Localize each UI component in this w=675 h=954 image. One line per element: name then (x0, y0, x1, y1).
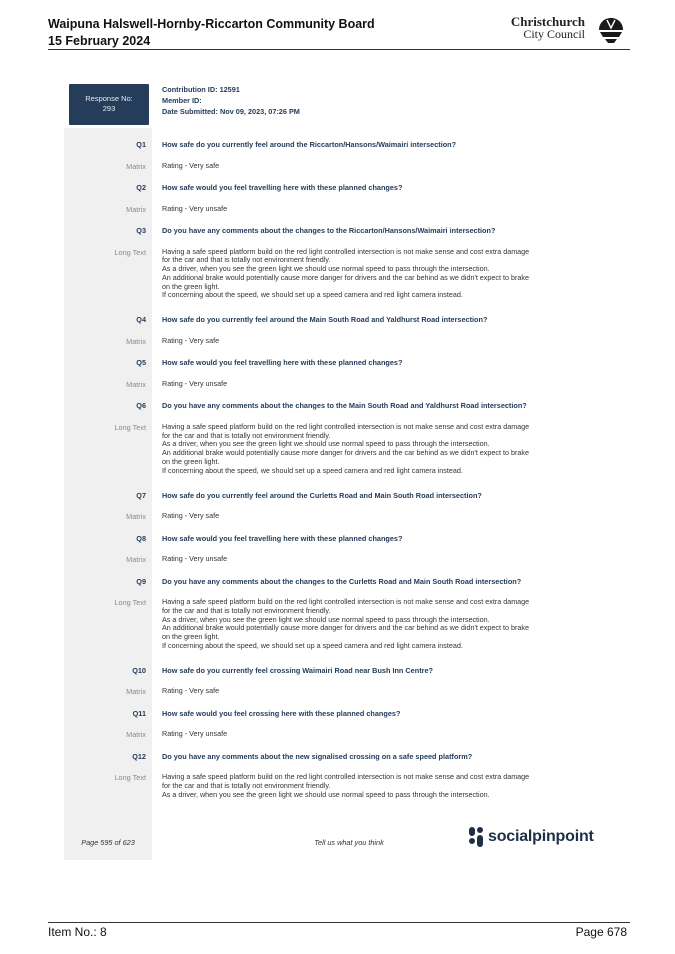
answer-line: An additional brake would potentially cause more danger for drivers and the car behind as we didn't expect to brake (162, 623, 529, 633)
answer-type-label: Matrix (126, 512, 146, 522)
long-text-answer (162, 598, 592, 651)
answer-text: Rating - Very safe (162, 160, 220, 170)
council-emblem-icon (597, 16, 625, 44)
answer-type-label: Long Text (114, 422, 146, 432)
answer-line: Having a safe speed platform build on the red light controlled intersection is not make sense and cost extra damage (162, 246, 530, 256)
answer-text: Rating - Very safe (162, 511, 220, 521)
answer-type-label: Matrix (126, 161, 146, 171)
answer-text: Rating - Very unsafe (162, 729, 228, 739)
question-text: Do you have any comments about the changes to the Main South Road and Yaldhurst Road intersection? (162, 401, 527, 411)
question-number: Q11 (132, 708, 146, 718)
page-number: Page 678 (575, 925, 627, 939)
answer-line: Having a safe speed platform build on the red light controlled intersection is not make sense and cost extra damage (162, 772, 530, 782)
question-text: How safe do you currently feel crossing Waimairi Road near Bush Inn Centre? (162, 665, 433, 675)
question-number: Q5 (136, 358, 146, 368)
response-card (64, 76, 612, 860)
answer-line: As a driver, when you see the green light we should use normal speed to pass through the intersection. (162, 439, 490, 449)
question-text: Do you have any comments about the changes to the Riccarton/Hansons/Waimairi intersection? (162, 226, 496, 235)
date-submitted: Nov 09, 2023, 07:26 PM (219, 107, 300, 116)
question-number: Q9 (136, 576, 146, 586)
answer-line: on the green light. (162, 632, 220, 642)
long-text-answer (162, 248, 592, 301)
header-rule (48, 49, 630, 50)
date-label: Date Submitted: (162, 107, 218, 116)
answer-text: Rating - Very unsafe (162, 554, 228, 564)
answer-text: Rating - Very safe (162, 335, 220, 345)
question-number: Q2 (136, 183, 146, 192)
question-text: How safe would you feel travelling here with these planned changes? (162, 358, 403, 368)
contribution-id: 12591 (219, 85, 240, 94)
document-header (48, 16, 375, 50)
response-number-box (69, 84, 149, 125)
answer-type-label: Long Text (114, 247, 146, 257)
answer-text: Rating - Very safe (162, 686, 220, 696)
answer-line: As a driver, when you see the green light we should use normal speed to pass through the intersection. (162, 614, 490, 624)
question-number: Q10 (132, 665, 146, 675)
answer-line: Having a safe speed platform build on the red light controlled intersection is not make sense and cost extra damage (162, 597, 530, 607)
answer-line: If concerning about the speed, we should set up a speed camera and red light camera instead. (162, 465, 463, 475)
question-number: Q4 (136, 315, 146, 325)
question-text: Do you have any comments about the new signalised crossing on a safe speed platform? (162, 751, 473, 761)
question-number: Q6 (136, 401, 146, 411)
answer-line: Having a safe speed platform build on the red light controlled intersection is not make sense and cost extra damage (162, 421, 530, 431)
response-label: Response No: (85, 94, 133, 103)
answer-line: for the car and that is totally not environment friendly. (162, 605, 331, 615)
answer-line: An additional brake would potentially cause more danger for drivers and the car behind as we didn't expect to brake (162, 272, 529, 282)
question-text: How safe do you currently feel around the Riccarton/Hansons/Waimairi intersection? (162, 140, 457, 149)
answer-line: As a driver, when you see the green light we should use normal speed to pass through the intersection. (162, 789, 490, 799)
question-text: Do you have any comments about the changes to the Curletts Road and Main South Road intersection? (162, 576, 522, 586)
question-text: How safe would you feel travelling here with these planned changes? (162, 533, 403, 543)
answer-type-label: Matrix (126, 379, 146, 389)
submission-meta (162, 84, 300, 117)
member-label: Member ID: (162, 96, 202, 105)
card-page-number: Page 595 of 623 (81, 838, 135, 847)
council-logo (505, 15, 625, 45)
answer-line: for the car and that is totally not environment friendly. (162, 781, 331, 791)
answer-type-label: Matrix (126, 204, 146, 214)
meeting-date: 15 February 2024 (48, 34, 151, 48)
question-number: Q8 (136, 533, 146, 543)
item-number: Item No.: 8 (48, 925, 107, 939)
question-text: How safe would you feel travelling here with these planned changes? (162, 183, 403, 192)
answer-type-label: Matrix (126, 555, 146, 565)
long-text-answer (162, 423, 592, 476)
answer-text: Rating - Very unsafe (162, 378, 228, 388)
question-text: How safe do you currently feel around the Curletts Road and Main South Road intersection? (162, 490, 482, 500)
answer-line: As a driver, when you see the green light we should use normal speed to pass through the intersection. (162, 264, 490, 274)
socialpinpoint-mark-icon (468, 826, 484, 848)
answer-line: An additional brake would potentially cause more danger for drivers and the car behind as we didn't expect to brake (162, 448, 529, 458)
answer-type-label: Long Text (114, 773, 146, 783)
answer-line: on the green light. (162, 281, 220, 291)
long-text-answer (162, 773, 592, 799)
question-text: How safe would you feel crossing here with these planned changes? (162, 708, 401, 718)
board-title: Waipuna Halswell-Hornby-Riccarton Community Board (48, 17, 375, 31)
card-tagline: Tell us what you think (314, 838, 384, 847)
footer-rule (48, 922, 630, 923)
answer-type-label: Long Text (114, 598, 146, 608)
question-number: Q3 (136, 226, 146, 235)
answer-line: on the green light. (162, 456, 220, 466)
answer-type-label: Matrix (126, 687, 146, 697)
logo-line1: Christchurch (510, 14, 585, 29)
question-text: How safe do you currently feel around the Main South Road and Yaldhurst Road intersection? (162, 315, 488, 325)
logo-line2: City Council (523, 27, 585, 41)
answer-line: If concerning about the speed, we should set up a speed camera and red light camera instead. (162, 290, 463, 300)
question-number: Q1 (136, 140, 146, 149)
contribution-label: Contribution ID: (162, 85, 218, 94)
answer-type-label: Matrix (126, 730, 146, 740)
answer-line: If concerning about the speed, we should set up a speed camera and red light camera instead. (162, 641, 463, 651)
socialpinpoint-wordmark: socialpinpoint (488, 828, 594, 845)
question-number: Q7 (136, 490, 146, 500)
question-number: Q12 (132, 751, 146, 761)
answer-text: Rating - Very unsafe (162, 203, 228, 213)
answer-type-label: Matrix (126, 336, 146, 346)
response-number: 293 (102, 104, 116, 113)
answer-line: for the car and that is totally not environment friendly. (162, 430, 331, 440)
answer-line: for the car and that is totally not environment friendly. (162, 255, 331, 265)
